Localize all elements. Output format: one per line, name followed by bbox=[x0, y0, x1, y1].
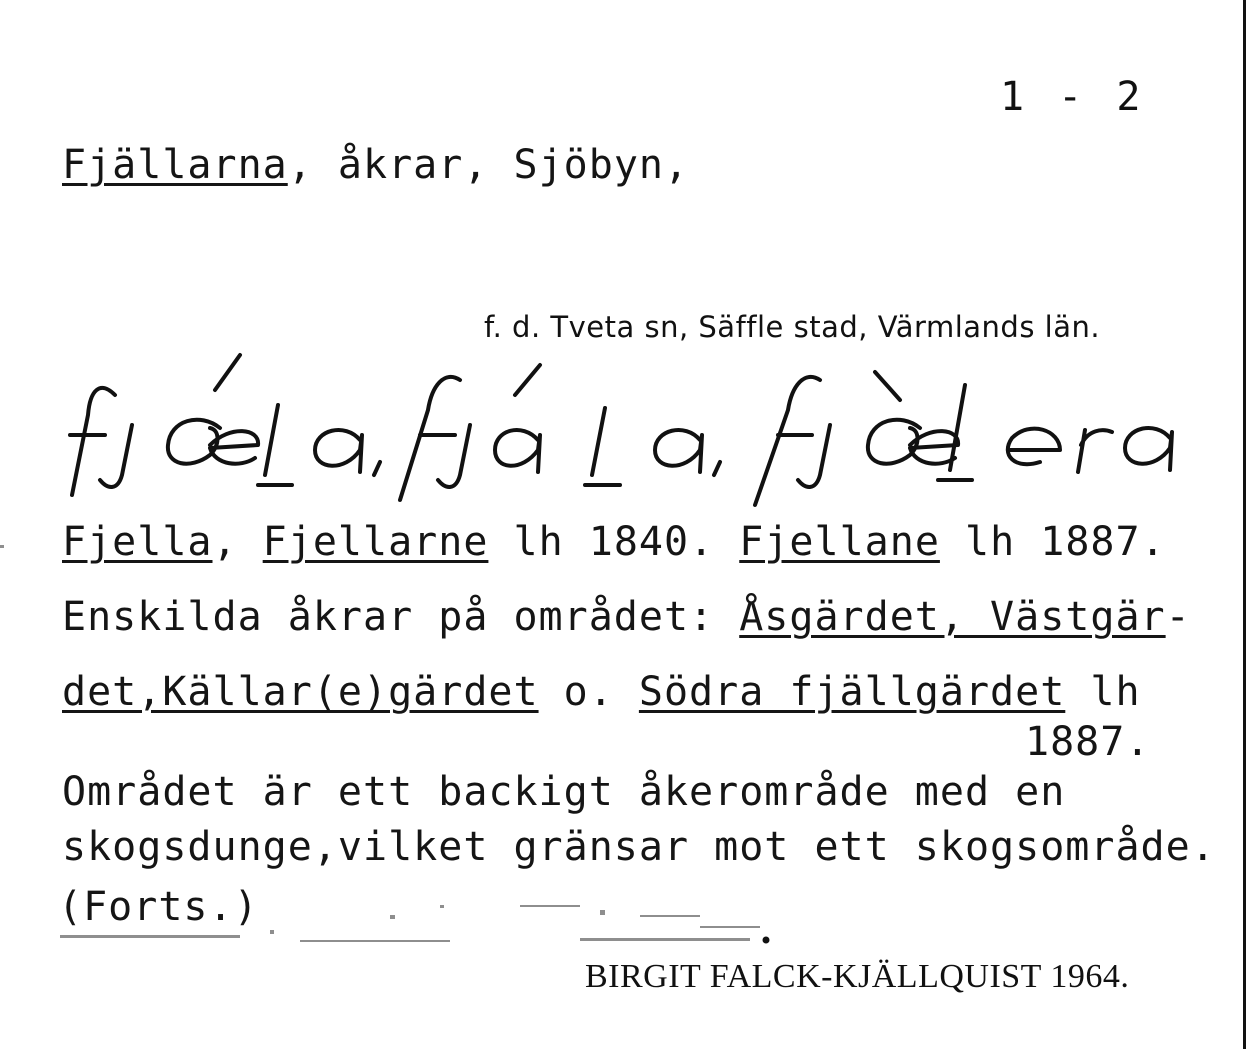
continued-note: (Forts.) bbox=[58, 884, 259, 930]
field-names-3: Södra fjällgärdet bbox=[638, 669, 1066, 715]
place-name: Fjällarna bbox=[62, 142, 288, 188]
phonetic-transcription bbox=[60, 350, 1190, 520]
source-1840: lh 1840. bbox=[488, 519, 740, 565]
card-edge bbox=[1243, 0, 1246, 1049]
card-heading bbox=[62, 142, 690, 188]
description-line-1: Området är ett backigt åkerområde med en bbox=[62, 769, 1066, 815]
separator: , bbox=[212, 519, 263, 565]
field-names-2: det,Källar(e)gärdet bbox=[62, 669, 539, 715]
card-reference-number: 1 - 2 bbox=[1000, 74, 1141, 120]
fields-line-2 bbox=[62, 669, 1141, 715]
form-fjellane: Fjellane bbox=[739, 519, 940, 565]
source-lh: lh bbox=[1065, 669, 1141, 715]
conjunction: o. bbox=[538, 669, 639, 715]
hyphen: - bbox=[1165, 594, 1191, 640]
source-1887: lh 1887. bbox=[939, 519, 1166, 565]
historical-forms-line bbox=[62, 519, 1166, 565]
parish-line: f. d. Tveta sn, Säffle stad, Värmlands län. bbox=[484, 310, 1101, 344]
author-signature: BIRGIT FALCK-KJÄLLQUIST 1964. bbox=[585, 958, 1130, 995]
field-names-1: Åsgärdet, Västgär bbox=[739, 594, 1166, 640]
heading-rest: , åkrar, Sjöbyn, bbox=[287, 142, 690, 188]
source-year: 1887. bbox=[1025, 719, 1151, 765]
fields-line-1 bbox=[62, 594, 1191, 640]
fields-intro: Enskilda åkrar på området: bbox=[62, 594, 740, 640]
description-line-2: skogsdunge,vilket gränsar mot ett skogsområde. bbox=[62, 824, 1216, 870]
form-fjellarne: Fjellarne bbox=[262, 519, 489, 565]
form-fjella: Fjella bbox=[62, 519, 213, 565]
